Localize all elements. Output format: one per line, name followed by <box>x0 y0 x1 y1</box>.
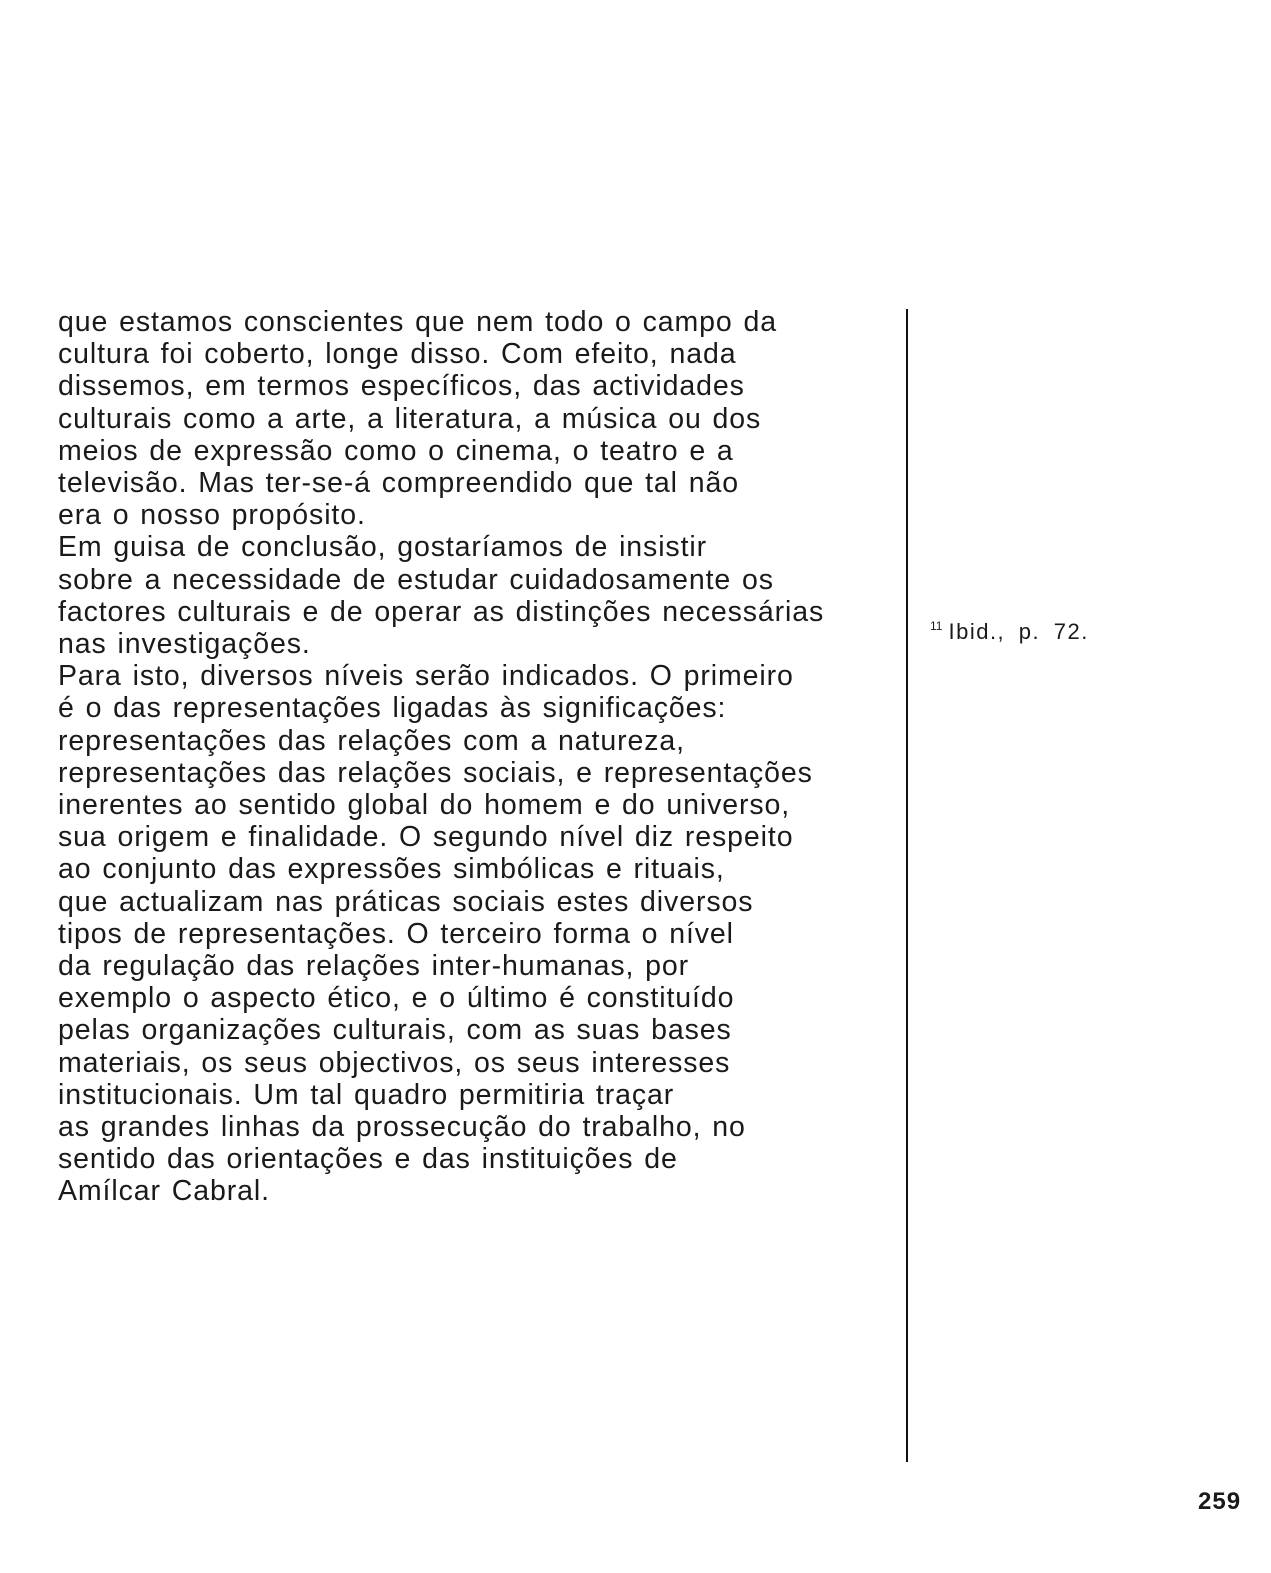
margin-divider-line <box>906 309 908 1462</box>
text-line: materiais, os seus objectivos, os seus interesses <box>58 1046 731 1079</box>
text-line: ao conjunto das expressões simbólicas e rituais, <box>58 853 725 886</box>
text-line: sobre a necessidade de estudar cuidadosamente os <box>58 563 774 596</box>
text-line: factores culturais e de operar as distinções necessárias <box>58 595 825 628</box>
text-line: da regulação das relações inter-humanas, por <box>58 950 690 983</box>
text-line: exemplo o aspecto ético, e o último é constituído <box>58 982 735 1015</box>
text-line: é o das representações ligadas às significações: <box>58 692 727 725</box>
text-line: era o nosso propósito. <box>58 499 366 532</box>
text-line: sua origem e finalidade. O segundo nível diz respeito <box>58 821 794 854</box>
footnote-number: 11 <box>930 619 943 633</box>
text-line: institucionais. Um tal quadro permitiria traçar <box>58 1078 675 1111</box>
text-line: Amílcar Cabral. <box>58 1175 270 1208</box>
text-line: cultura foi coberto, longe disso. Com efeito, nada <box>58 338 737 371</box>
footnote-text: Ibid., p. 72. <box>948 619 1089 644</box>
footnote <box>930 619 1089 645</box>
text-line: pelas organizações culturais, com as suas bases <box>58 1014 732 1047</box>
text-line: meios de expressão como o cinema, o teatro e a <box>58 434 734 467</box>
text-line: que estamos conscientes que nem todo o campo da <box>58 306 777 338</box>
text-line: tipos de representações. O terceiro forma o nível <box>58 917 734 950</box>
text-line: que actualizam nas práticas sociais estes diversos <box>58 885 754 918</box>
page-number: 259 <box>1198 1488 1242 1515</box>
text-line: inerentes ao sentido global do homem e do universo, <box>58 789 791 822</box>
text-line: televisão. Mas ter-se-á compreendido que tal não <box>58 467 739 500</box>
text-line: dissemos, em termos específicos, das actividades <box>58 370 745 403</box>
text-line: Para isto, diversos níveis serão indicados. O primeiro <box>58 660 794 693</box>
text-line: representações das relações com a natureza, <box>58 724 685 757</box>
text-line: representações das relações sociais, e representações <box>58 756 813 789</box>
text-line: as grandes linhas da prossecução do trabalho, no <box>58 1111 746 1144</box>
text-line: nas investigações. <box>58 628 311 661</box>
text-line: culturais como a arte, a literatura, a música ou dos <box>58 402 762 435</box>
text-line: sentido das orientações e das instituições de <box>58 1143 678 1176</box>
text-line: Em guisa de conclusão, gostaríamos de insistir <box>58 531 708 564</box>
main-body-text <box>58 306 898 1208</box>
